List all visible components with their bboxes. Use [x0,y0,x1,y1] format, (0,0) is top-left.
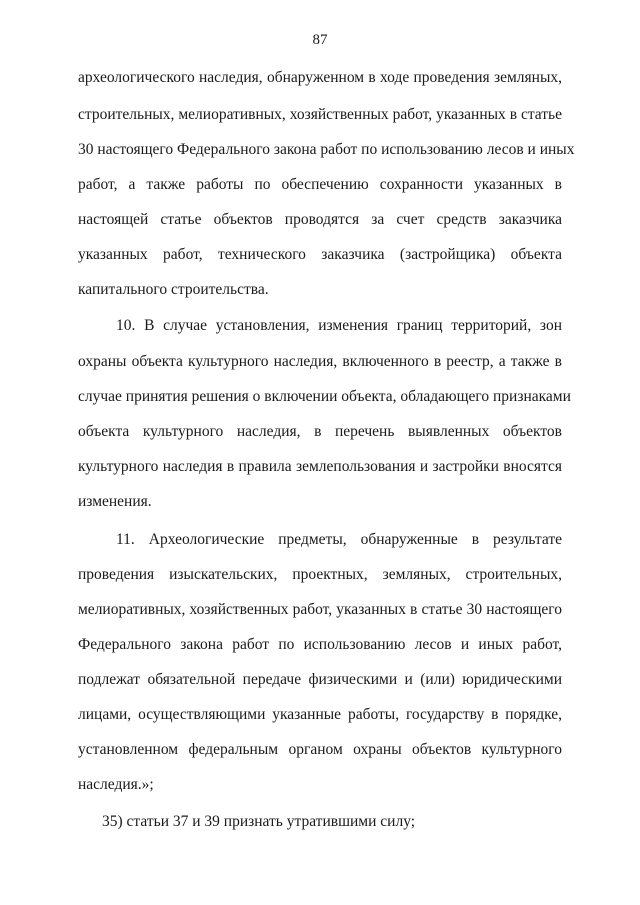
text-line: указанных работ, технического заказчика (застройщика) объекта [78,246,562,263]
text-line: проведения изыскательских, проектных, земляных, строительных, [78,566,562,583]
text-line: изменения. [78,493,152,510]
text-line: наследия.»; [78,776,154,793]
text-line: мелиоративных, хозяйственных работ, указанных в статье 30 настоящего [78,601,562,618]
text-line: 10. В случае установления, изменения границ территорий, зон [116,317,562,334]
text-line: лицами, осуществляющими указанные работы, государству в порядке, [78,706,562,723]
text-line: подлежат обязательной передаче физическими и (или) юридическими [78,671,562,688]
page-number: 87 [312,32,328,48]
text-line: 30 настоящего Федерального закона работ по использованию лесов и иных [78,141,575,158]
text-line: 35) статьи 37 и 39 признать утратившими силу; [102,813,416,830]
text-line: случае принятия решения о включении объекта, обладающего признаками [78,388,571,405]
text-line: настоящей статье объектов проводятся за счет средств заказчика [78,211,562,228]
text-line: 11. Археологические предметы, обнаруженные в результате [116,531,562,548]
text-line: установленном федеральным органом охраны объектов культурного [78,741,562,758]
text-line: объекта культурного наследия, в перечень выявленных объектов [78,423,562,440]
text-line: работ, а также работы по обеспечению сохранности указанных в [78,176,562,193]
text-line: капитального строительства. [78,281,269,298]
text-line: охраны объекта культурного наследия, включенного в реестр, а также в [78,353,562,370]
text-line: строительных, мелиоративных, хозяйственных работ, указанных в статье [78,106,562,123]
text-line: культурного наследия в правила землепользования и застройки вносятся [78,458,562,475]
text-line: археологического наследия, обнаруженном в ходе проведения земляных, [78,69,562,86]
text-line: Федерального закона работ по использованию лесов и иных работ, [78,636,562,653]
